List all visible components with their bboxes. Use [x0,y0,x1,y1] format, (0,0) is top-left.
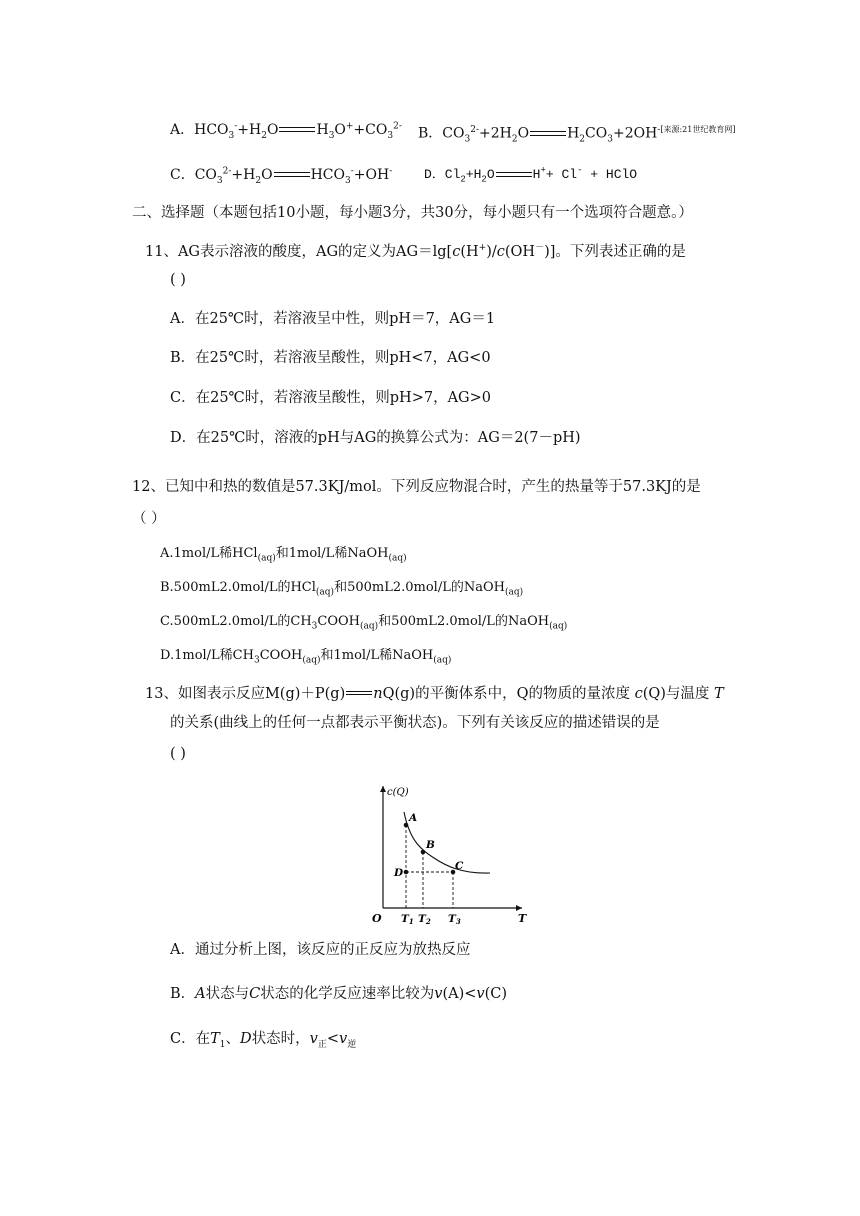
q10-option-b: B．$CO_3^{2-}+2H_2O$ $H_2CO_3+2OH^{-[来源:21世纪教育网]}$ [418,125,736,145]
q11-answer-paren: ( ) [170,272,186,288]
point-a [404,823,409,828]
point-d [404,870,409,875]
q11-option-d: D．在25℃时，溶液的pH与AG的换算公式为：AG＝2(7－pH) [170,430,581,446]
y-axis-label: c(Q) [387,787,409,798]
point-label-a: A [409,812,418,824]
q11-option-a: A．在25℃时，若溶液呈中性，则pH＝7，AG＝1 [170,311,496,327]
point-label-d: D [394,867,404,879]
x-tick-label-t1: T1 [401,913,414,926]
source-note: [来源:21世纪教育网] [660,125,736,134]
point-label-b: B [426,839,435,851]
q11-stem: 11、AG表示溶液的酸度，AG的定义为AG＝lg[c(H+)/c(OH－)]。下列表述正确的是 [145,243,686,260]
q13-stem-line2: 的关系(曲线上的任何一点都表示平衡状态)。下列有关该反应的描述错误的是 [170,715,660,731]
equilibrium-arrow-icon [274,170,310,180]
q11-option-c: C．在25℃时，若溶液呈酸性，则pH>7，AG>0 [170,390,491,406]
point-b [421,850,426,855]
q13-graph [360,780,540,930]
x-axis-arrow-icon [516,905,522,911]
q12-option-d: D.1mol/L稀$CH_3COOH_{(aq)}$和1mol/L稀NaOH$_{(aq)}$ [160,648,452,666]
equilibrium-arrow-icon [346,690,372,698]
q12-option-a: A.1mol/L稀HCl$_{(aq)}$和1mol/L稀NaOH$_{(aq)}$ [160,546,407,564]
section-title: 二、选择题（本题包括10小题，每小题3分，共30分，每小题只有一个选项符合题意。） [132,205,693,221]
equilibrium-arrow-icon [496,170,532,180]
q12-answer-paren: （ ） [132,511,166,527]
origin-label: O [372,912,382,925]
equilibrium-arrow-icon [530,129,566,139]
point-label-c: C [455,860,464,872]
q11-option-b: B．在25℃时，若溶液呈酸性，则pH<7，AG<0 [170,350,491,366]
q13-option-a: A．通过分析上图，该反应的正反应为放热反应 [170,942,471,958]
y-axis-arrow-icon [380,786,386,792]
q12-option-c: C.500mL2.0mol/L的$CH_3COOH_{(aq)}$和500mL2.0mol/L的NaOH$_{(aq)}$ [160,614,568,632]
q10-option-c: C．$CO_3^{2-}+H_2O$ $HCO_3^-+OH^-$ [170,166,393,186]
x-axis-label: T [518,912,527,925]
x-tick-label-t2: T2 [418,913,431,926]
q13-stem: 13、如图表示反应M(g)＋P(g) nQ(g)的平衡体系中，Q的物质的量浓度 c(Q)与温度 T [145,686,724,702]
q13-option-c: C．在$T_1$、D状态时，$v_正<v_逆$ [170,1031,357,1050]
q13-option-b: B．A状态与C状态的化学反应速率比较为v(A)<v(C) [170,986,508,1002]
equilibrium-arrow-icon [279,125,315,135]
q12-option-b: B.500mL2.0mol/L的HCl$_{(aq)}$和500mL2.0mol/L的NaOH$_{(aq)}$ [160,580,524,598]
x-tick-label-t3: T3 [448,913,461,926]
q12-stem: 12、已知中和热的数值是57.3KJ/mol。下列反应物混合时，产生的热量等于57.3KJ的是 [132,479,701,495]
q13-answer-paren: ( ) [170,746,186,762]
q10-option-d: D．$Cl_2+H_2O$ H++ Cl- + HClO [424,165,638,185]
q10-option-a: A．$HCO_3^-+H_2O$ $H_3O^++CO_3^{2-}$ [170,121,402,141]
